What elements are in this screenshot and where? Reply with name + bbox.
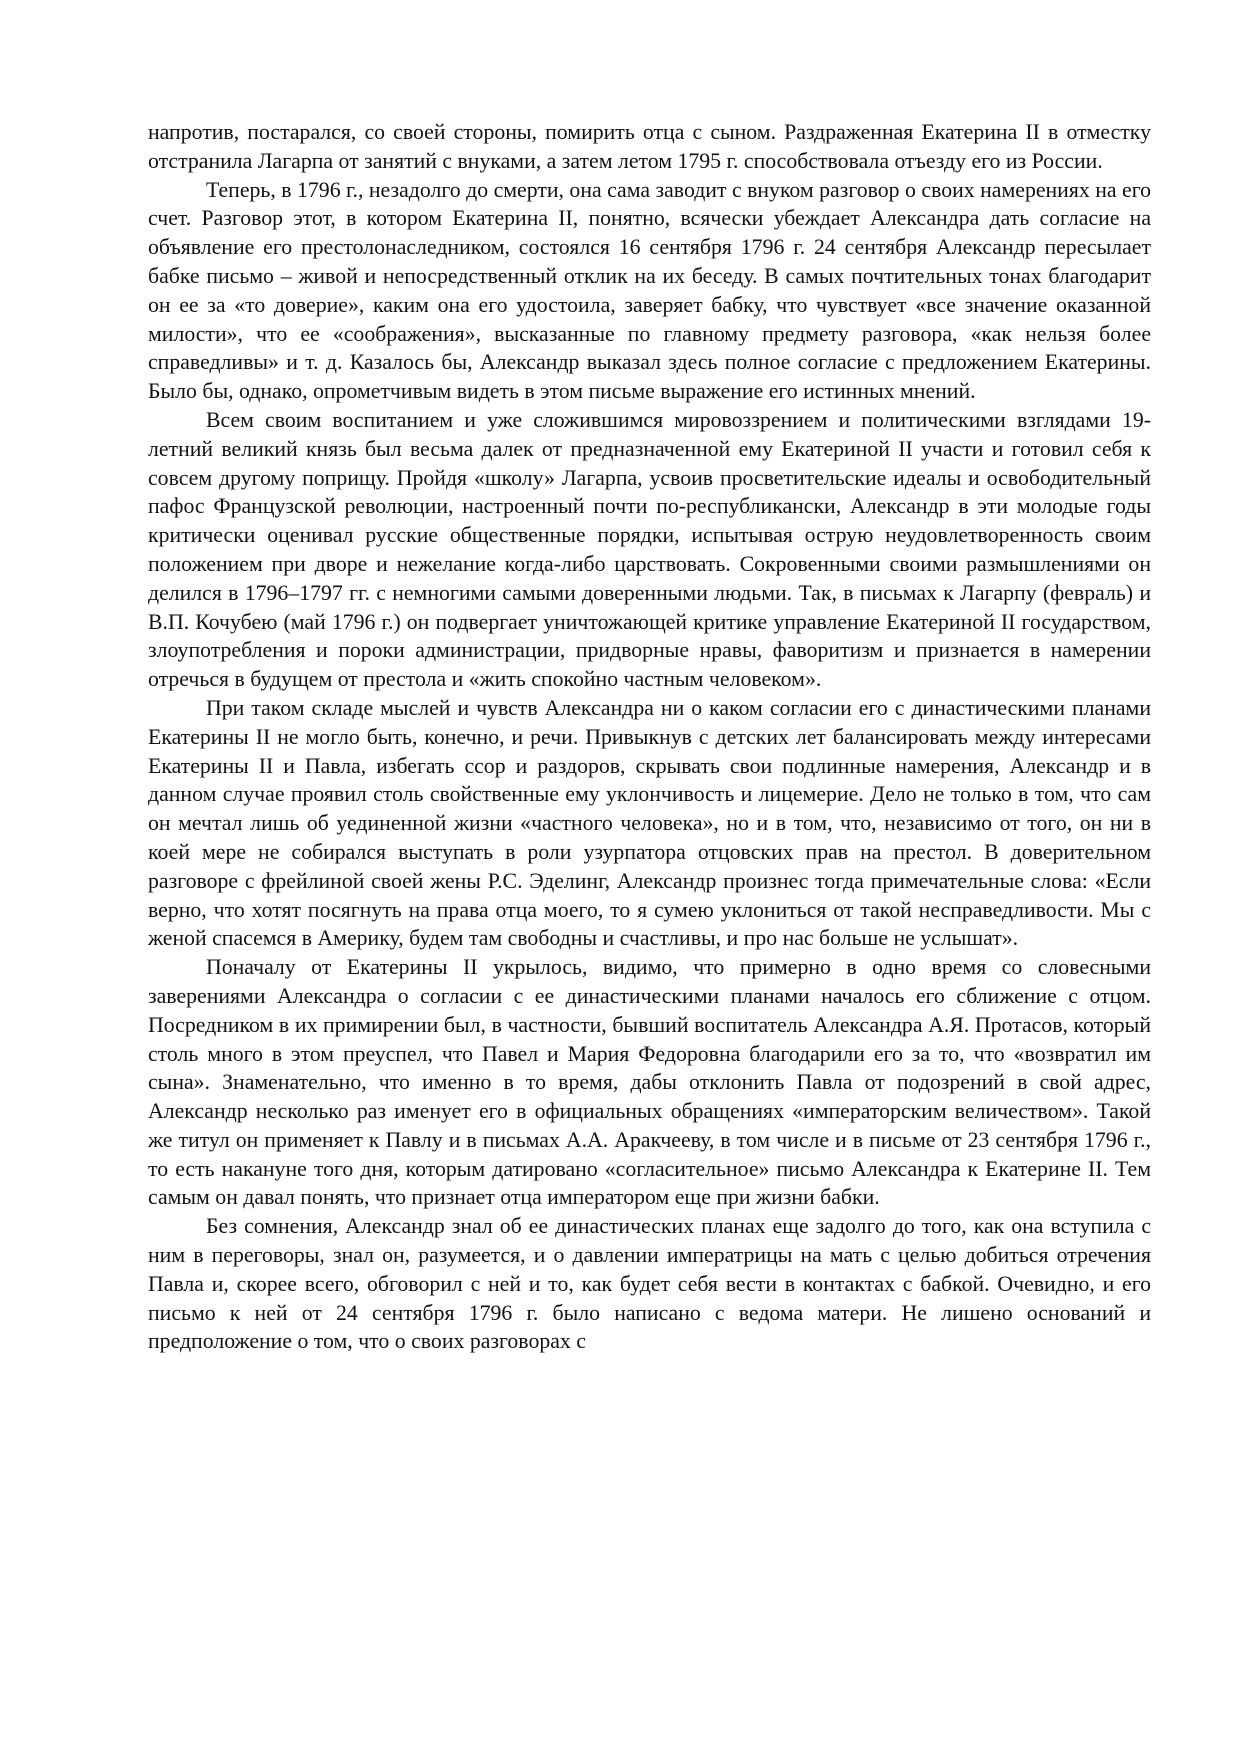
paragraph-3: Всем своим воспитанием и уже сложившимся мировоззрением и политическими взглядами 19-летний великий князь был весьма далек от предназначенной ему Екатериной II участи и готовил себя к совсем другому поприщу. Пройдя «школу» Лагарпа, усвоив просветительские идеалы и освободительный пафос Французской революции, настроенный почти по-республикански, Александр в эти молодые годы критически оценивал русские общественные порядки, испытывая острую неудовлетворенность своим положением при дворе и нежелание когда-либо царствовать. Сокровенными своими размышлениями он делился в 1796–1797 гг. с немногими самыми доверенными людьми. Так, в письмах к Лагарпу (февраль) и В.П. Кочубею (май 1796 г.) он подвергает уничтожающей критике управление Екатериной II государством, злоупотребления и пороки администрации, придворные нравы, фаворитизм и признается в намерении отречься в будущем от престола и «жить спокойно частным человеком». — [148, 407, 1151, 692]
paragraph-5: Поначалу от Екатерины II укрылось, видимо, что примерно в одно время со словесными заверениями Александра о согласии с ее династическими планами началось его сближение с отцом. Посредником в их примирении был, в частности, бывший воспитатель Александра А.Я. Протасов, который столь много в этом преуспел, что Павел и Мария Федоровна благодарили его за то, что «возвратил им сына». Знаменательно, что именно в то время, дабы отклонить Павла от подозрений в свой адрес, Александр несколько раз именует его в официальных обращениях «императорским величеством». Такой же титул он применяет к Павлу и в письмах А.А. Аракчееву, в том числе и в письме от 23 сентября 1796 г., то есть накануне того дня, которым датировано «согласительное» письмо Александра к Екатерине II. Тем самым он давал понять, что признает отца императором еще при жизни бабки. — [148, 955, 1151, 1210]
paragraph-2: Теперь, в 1796 г., незадолго до смерти, она сама заводит с внуком разговор о своих намерениях на его счет. Разговор этот, в котором Екатерина II, понятно, всячески убеждает Александра дать согласие на объявление его престолонаследником, состоялся 16 сентября 1796 г. 24 сентября Александр пересылает бабке письмо – живой и непосредственный отклик на их беседу. В самых почтительных тонах благодарит он ее за «то доверие», каким она его удостоила, заверяет бабку, что чувствует «все значение оказанной милости», что ее «соображения», высказанные по главному предмету разговора, «как нельзя более справедливы» и т. д. Казалось бы, Александр выказал здесь полное согласие с предложением Екатерины. Было бы, однако, опрометчивым видеть в этом письме выражение его истинных мнений. — [148, 177, 1151, 404]
paragraph-1: напротив, постарался, со своей стороны, помирить отца с сыном. Раздраженная Екатерина II в отместку отстранила Лагарпа от занятий с внуками, а затем летом 1795 г. способствовала отъезду его из России. — [148, 120, 1151, 173]
document-page — [148, 118, 1151, 1356]
paragraph-4: При таком складе мыслей и чувств Александра ни о каком согласии его с династическими планами Екатерины II не могло быть, конечно, и речи. Привыкнув с детских лет балансировать между интересами Екатерины II и Павла, избегать ссор и раздоров, скрывать свои подлинные намерения, Александр и в данном случае проявил столь свойственные ему уклончивость и лицемерие. Дело не только в том, что сам он мечтал лишь об уединенной жизни «частного человека», но и в том, что, независимо от того, он ни в коей мере не собирался выступать в роли узурпатора отцовских прав на престол. В доверительном разговоре с фрейлиной своей жены Р.С. Эделинг, Александр произнес тогда примечательные слова: «Если верно, что хотят посягнуть на права отца моего, то я сумею уклониться от такой несправедливости. Мы с женой спасемся в Америку, будем там свободны и счастливы, и про нас больше не услышат». — [148, 695, 1151, 951]
paragraph-6: Без сомнения, Александр знал об ее династических планах еще задолго до того, как она вступила с ним в переговоры, знал он, разумеется, и о давлении императрицы на мать с целью добиться отречения Павла и, скорее всего, обговорил с ней и то, как будет себя вести в контактах с бабкой. Очевидно, и его письмо к ней от 24 сентября 1796 г. было написано с ведома матери. Не лишено оснований и предположение о том, что о своих разговорах с — [148, 1214, 1151, 1354]
